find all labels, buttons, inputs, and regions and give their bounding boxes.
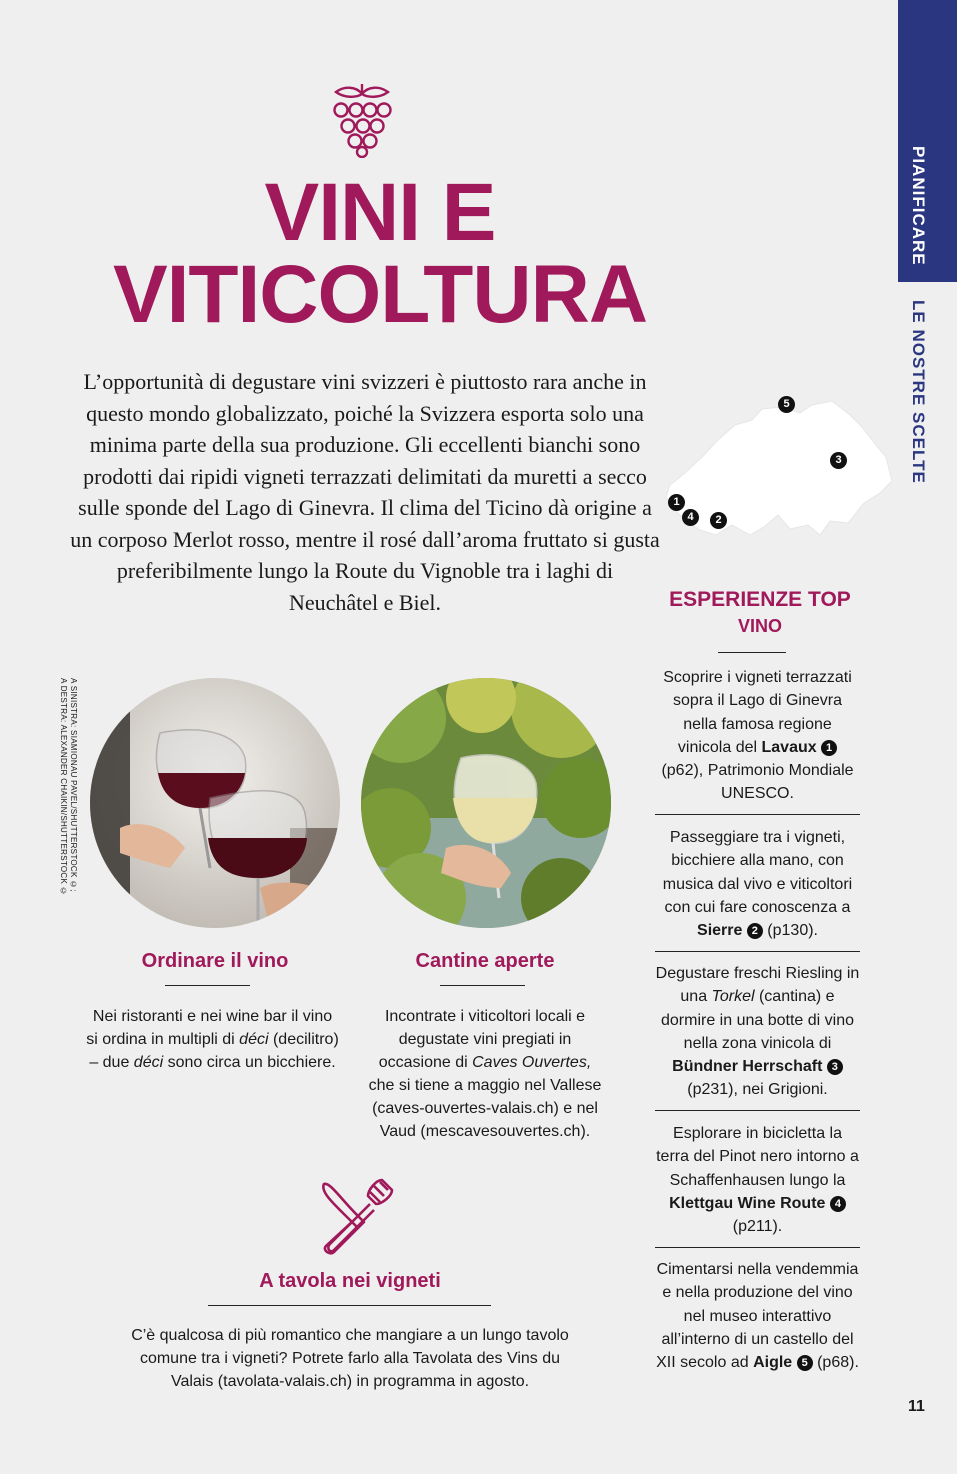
tavola-text: C’è qualcosa di più romantico che mangiare a un lungo tavolo comune tra i vigneti? Potrete farlo alla Tavolata des Vins du Valais (tavolata-valais.ch) in programma in agosto. — [131, 1327, 569, 1390]
tavola-rule — [208, 1305, 491, 1306]
photo-credit-right: A DESTRA: ALEXANDER CHAIKIN/SHUTTERSTOCK © — [59, 678, 68, 896]
sidebar-rule — [718, 652, 786, 653]
map-marker-4: 4 — [682, 509, 699, 526]
ordinare-text: Nei ristoranti e nei wine bar il vino si ordina in multipli di déci (decilitro) – due déci sono circa un bicchiere. — [86, 1008, 339, 1071]
item-divider — [655, 951, 860, 952]
intro-paragraph: L’opportunità di degustare vini svizzeri è piuttosto rara anche in questo mondo globalizzato, poiché la Svizzera esporta solo una minima parte della sua produzione. Gli eccellenti bianchi sono prodotti dai ripidi vigneti terrazzati delimitati da muretti a secco sulle sponde del Lago di Ginevra. Il clima del Ticino dà origine a un corposo Merlot rosso, mentre il rosé dall’aroma fruttato si gusta preferibilmente lungo la Route du Vignoble tra i laghi di Neuchâtel e Biel. — [70, 369, 660, 615]
grapes-icon — [328, 80, 396, 158]
map-marker-3: 3 — [830, 452, 847, 469]
tavola-heading: A tavola nei vigneti — [259, 1270, 441, 1292]
item-divider — [655, 1247, 860, 1248]
experience-item: Passeggiare tra i vigneti, bicchiere alla mano, con musica dal vivo e viticoltori con cui fare conoscenza a Sierre 2 (p130). — [662, 829, 853, 940]
ordinare-rule — [165, 985, 250, 986]
page-number: 11 — [908, 1398, 925, 1415]
tab-label-pianificare: PIANIFICARE — [909, 146, 928, 266]
red-wine-photo — [90, 678, 340, 928]
photo-credit — [58, 678, 78, 896]
fork-knife-icon — [318, 1178, 398, 1256]
cantine-rule — [440, 985, 525, 986]
tab-label-scelte: LE NOSTRE SCELTE — [909, 300, 928, 484]
ordinare-heading: Ordinare il vino — [141, 950, 289, 972]
cantine-heading: Cantine aperte — [415, 950, 555, 972]
page-title-line1: VINI E — [264, 167, 496, 258]
map-marker-2: 2 — [710, 512, 727, 529]
white-wine-photo — [361, 678, 611, 928]
page-title-line2: VITICOLTURA — [112, 249, 648, 340]
switzerland-map — [640, 385, 900, 545]
sidebar-subtitle: VINO — [737, 616, 782, 636]
experience-item: Degustare freschi Riesling in una Torkel (cantina) e dormire in una botte di vino nella zona vinicola di Bündner Herrschaft 3 (p231), nei Grigioni. — [655, 965, 860, 1099]
cantine-text: Incontrate i viticoltori locali e degustate vini pregiati in occasione di Caves Ouvertes, che si tiene a maggio nel Vallese (caves-ouvertes-valais.ch) e nel Vaud (mescavesouvertes.ch). — [368, 1008, 602, 1140]
sidebar-title: ESPERIENZE TOP — [669, 588, 851, 611]
map-marker-5: 5 — [778, 396, 795, 413]
experience-item: Scoprire i vigneti terrazzati sopra il Lago di Ginevra nella famosa regione vinicola del Lavaux 1 (p62), Patrimonio Mondiale UNESCO. — [661, 669, 854, 803]
item-divider — [655, 814, 860, 815]
experience-item: Esplorare in bicicletta la terra del Pinot nero intorno a Schaffenhausen lungo la Klettgau Wine Route 4 (p211). — [656, 1125, 859, 1236]
experience-item: Cimentarsi nella vendemmia e nella produzione del vino nel museo interattivo all’interno di un castello del XII secolo ad Aigle 5 (p68). — [656, 1261, 859, 1372]
map-marker-1: 1 — [668, 494, 685, 511]
photo-credit-left: A SINISTRA: SIAMIONAU PAVEL/SHUTTERSTOCK ©; — [69, 678, 78, 892]
item-divider — [655, 1110, 860, 1111]
